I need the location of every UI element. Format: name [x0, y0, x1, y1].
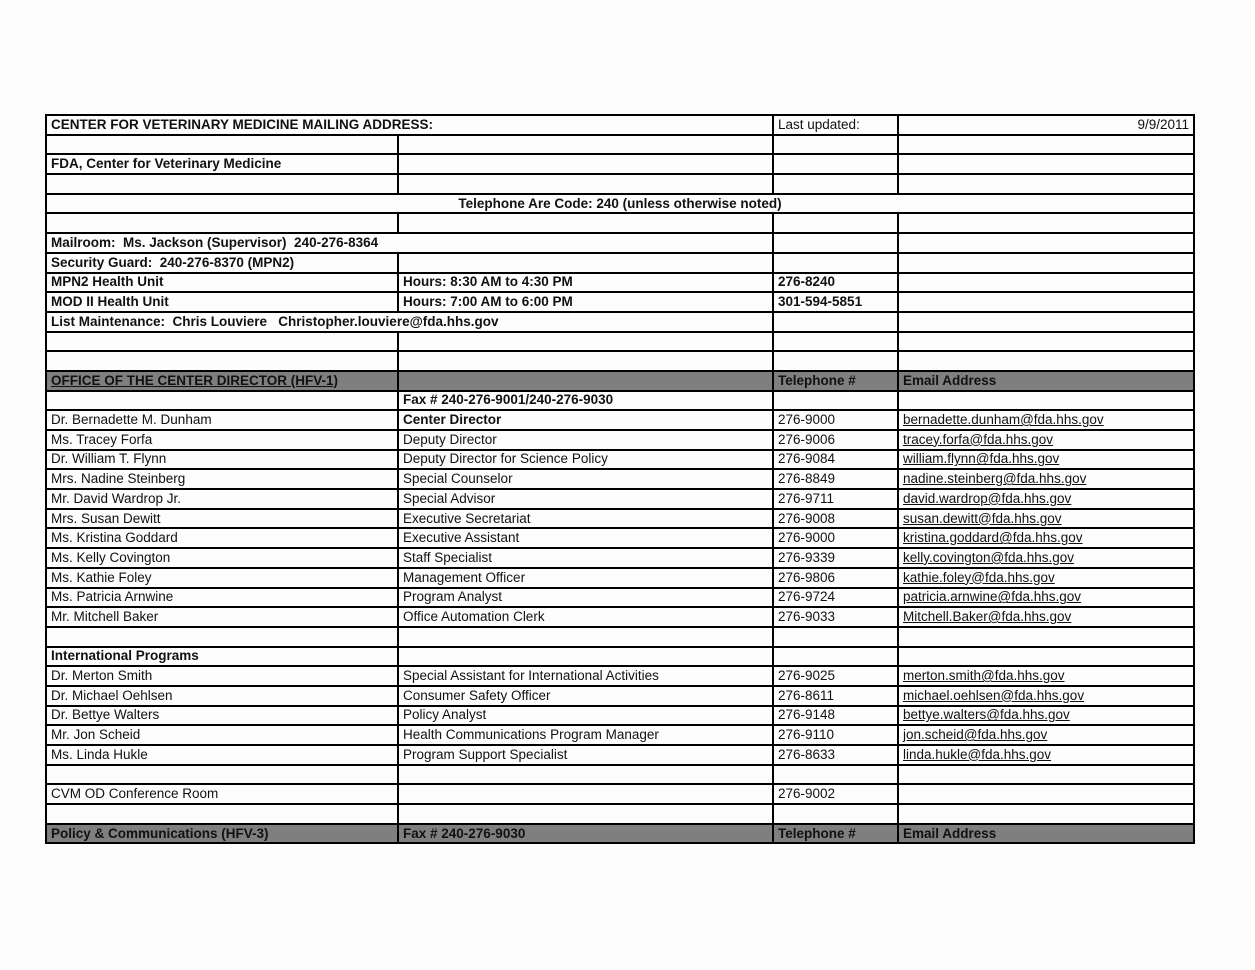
mailing-address-sheet — [45, 114, 1195, 844]
person-name: Dr. William T. Flynn — [46, 450, 398, 470]
phone-cell: 276-9006 — [773, 430, 898, 450]
person-title: Consumer Safety Officer — [398, 686, 773, 706]
title-row — [46, 115, 1194, 135]
person-name: Dr. Michael Oehlsen — [46, 686, 398, 706]
empty-cell — [898, 804, 1194, 824]
empty-cell — [898, 627, 1194, 647]
empty-cell — [773, 391, 898, 411]
person-name: Ms. Kristina Goddard — [46, 528, 398, 548]
mailing-address-table — [45, 114, 1195, 844]
empty-cell — [398, 371, 773, 391]
person-row — [46, 528, 1194, 548]
empty-cell — [398, 332, 773, 352]
empty-cell — [398, 154, 773, 174]
phone-cell: 276-9148 — [773, 706, 898, 726]
person-name: Dr. Merton Smith — [46, 666, 398, 686]
empty-cell — [898, 351, 1194, 371]
empty-row — [46, 765, 1194, 785]
mailroom-info: Mailroom: Ms. Jackson (Supervisor) 240-276-8364 — [46, 233, 773, 253]
org-name: FDA, Center for Veterinary Medicine — [46, 154, 398, 174]
area-code-note: Telephone Are Code: 240 (unless otherwise noted) — [46, 194, 1194, 214]
empty-cell — [898, 253, 1194, 273]
empty-cell — [398, 765, 773, 785]
person-title: Special Advisor — [398, 489, 773, 509]
telephone-column-header: Telephone # — [773, 824, 898, 844]
empty-cell — [398, 351, 773, 371]
empty-cell — [898, 292, 1194, 312]
person-name: Ms. Tracey Forfa — [46, 430, 398, 450]
empty-cell — [46, 804, 398, 824]
empty-cell — [898, 213, 1194, 233]
phone-cell: 276-9110 — [773, 725, 898, 745]
email-link[interactable]: nadine.steinberg@fda.hhs.gov — [898, 469, 1194, 489]
phone-cell: 276-8611 — [773, 686, 898, 706]
table-body — [46, 115, 1194, 843]
email-link[interactable]: kelly.covington@fda.hhs.gov — [898, 548, 1194, 568]
document-title: CENTER FOR VETERINARY MEDICINE MAILING ADDRESS: — [46, 115, 773, 135]
section-header-hfv1-row — [46, 371, 1194, 391]
empty-cell — [898, 312, 1194, 332]
empty-cell — [46, 174, 398, 194]
conference-room-label: CVM OD Conference Room — [46, 784, 398, 804]
subsection-row — [46, 647, 1194, 667]
phone-cell: 301-594-5851 — [773, 292, 898, 312]
empty-cell — [773, 804, 898, 824]
health-unit-hours: Hours: 8:30 AM to 4:30 PM — [398, 273, 773, 293]
subsection-international-programs: International Programs — [46, 647, 398, 667]
email-link[interactable]: david.wardrop@fda.hhs.gov — [898, 489, 1194, 509]
person-name: Mrs. Nadine Steinberg — [46, 469, 398, 489]
person-row — [46, 686, 1194, 706]
email-link[interactable]: michael.oehlsen@fda.hhs.gov — [898, 686, 1194, 706]
empty-cell — [898, 273, 1194, 293]
person-title: Special Assistant for International Activities — [398, 666, 773, 686]
health-unit-name: MOD II Health Unit — [46, 292, 398, 312]
empty-cell — [773, 135, 898, 155]
person-row — [46, 666, 1194, 686]
empty-cell — [898, 765, 1194, 785]
person-row — [46, 430, 1194, 450]
empty-cell — [398, 253, 773, 273]
person-name: Ms. Linda Hukle — [46, 745, 398, 765]
mod2-health-unit-row — [46, 292, 1194, 312]
last-updated-label: Last updated: — [773, 115, 898, 135]
empty-cell — [898, 154, 1194, 174]
person-name: Mr. David Wardrop Jr. — [46, 489, 398, 509]
fax-row — [46, 391, 1194, 411]
person-row — [46, 745, 1194, 765]
empty-cell — [398, 135, 773, 155]
empty-row — [46, 804, 1194, 824]
empty-row — [46, 174, 1194, 194]
phone-cell: 276-9806 — [773, 568, 898, 588]
phone-cell: 276-9000 — [773, 410, 898, 430]
phone-cell: 276-8633 — [773, 745, 898, 765]
person-title: Staff Specialist — [398, 548, 773, 568]
last-updated-value: 9/9/2011 — [898, 115, 1194, 135]
person-row — [46, 607, 1194, 627]
person-title: Program Support Specialist — [398, 745, 773, 765]
phone-cell: 276-9002 — [773, 784, 898, 804]
email-link[interactable]: susan.dewitt@fda.hhs.gov — [898, 509, 1194, 529]
security-guard-info: Security Guard: 240-276-8370 (MPN2) — [46, 253, 398, 273]
empty-cell — [398, 804, 773, 824]
empty-cell — [898, 135, 1194, 155]
person-title: Special Counselor — [398, 469, 773, 489]
email-link[interactable]: kathie.foley@fda.hhs.gov — [898, 568, 1194, 588]
person-title: Office Automation Clerk — [398, 607, 773, 627]
empty-cell — [46, 627, 398, 647]
empty-cell — [773, 154, 898, 174]
email-column-header: Email Address — [898, 371, 1194, 391]
person-title: Deputy Director for Science Policy — [398, 450, 773, 470]
person-name: Mr. Mitchell Baker — [46, 607, 398, 627]
empty-cell — [898, 233, 1194, 253]
phone-cell: 276-9711 — [773, 489, 898, 509]
empty-cell — [398, 627, 773, 647]
empty-cell — [773, 174, 898, 194]
empty-cell — [398, 647, 773, 667]
person-row — [46, 548, 1194, 568]
empty-cell — [773, 627, 898, 647]
mailroom-row — [46, 233, 1194, 253]
email-link[interactable]: patricia.arnwine@fda.hhs.gov — [898, 588, 1194, 608]
email-link[interactable]: Mitchell.Baker@fda.hhs.gov — [898, 607, 1194, 627]
person-name: Ms. Patricia Arnwine — [46, 588, 398, 608]
email-link[interactable]: jon.scheid@fda.hhs.gov — [898, 725, 1194, 745]
email-link[interactable]: william.flynn@fda.hhs.gov — [898, 450, 1194, 470]
empty-row — [46, 332, 1194, 352]
phone-cell: 276-9025 — [773, 666, 898, 686]
phone-cell: 276-8240 — [773, 273, 898, 293]
person-name: Mr. Jon Scheid — [46, 725, 398, 745]
phone-cell: 276-9339 — [773, 548, 898, 568]
empty-cell — [773, 351, 898, 371]
person-title: Executive Secretariat — [398, 509, 773, 529]
person-name: Ms. Kathie Foley — [46, 568, 398, 588]
email-link[interactable]: bernadette.dunham@fda.hhs.gov — [898, 410, 1194, 430]
person-title: Center Director — [398, 410, 773, 430]
phone-cell: 276-9724 — [773, 588, 898, 608]
person-row — [46, 706, 1194, 726]
empty-cell — [46, 332, 398, 352]
health-unit-hours: Hours: 7:00 AM to 6:00 PM — [398, 292, 773, 312]
mpn2-health-unit-row — [46, 273, 1194, 293]
person-name: Dr. Bettye Walters — [46, 706, 398, 726]
telephone-column-header: Telephone # — [773, 371, 898, 391]
person-title: Executive Assistant — [398, 528, 773, 548]
health-unit-name: MPN2 Health Unit — [46, 273, 398, 293]
empty-cell — [46, 351, 398, 371]
empty-cell — [898, 391, 1194, 411]
person-row — [46, 469, 1194, 489]
phone-cell: 276-9084 — [773, 450, 898, 470]
phone-cell: 276-9000 — [773, 528, 898, 548]
section-header-hfv1: OFFICE OF THE CENTER DIRECTOR (HFV-1) — [46, 371, 398, 391]
person-title: Policy Analyst — [398, 706, 773, 726]
person-title: Health Communications Program Manager — [398, 725, 773, 745]
person-name: Mrs. Susan Dewitt — [46, 509, 398, 529]
person-title: Program Analyst — [398, 588, 773, 608]
empty-cell — [46, 765, 398, 785]
email-link[interactable]: bettye.walters@fda.hhs.gov — [898, 706, 1194, 726]
person-row — [46, 489, 1194, 509]
email-link[interactable]: kristina.goddard@fda.hhs.gov — [898, 528, 1194, 548]
org-row — [46, 154, 1194, 174]
empty-cell — [773, 332, 898, 352]
empty-cell — [898, 174, 1194, 194]
empty-row — [46, 627, 1194, 647]
email-link[interactable]: linda.hukle@fda.hhs.gov — [898, 745, 1194, 765]
empty-cell — [773, 213, 898, 233]
phone-cell: 276-8849 — [773, 469, 898, 489]
phone-cell: 276-9033 — [773, 607, 898, 627]
empty-cell — [773, 253, 898, 273]
area-code-note-row — [46, 194, 1194, 214]
empty-cell — [773, 647, 898, 667]
list-maintenance-info: List Maintenance: Chris Louviere Christopher.louviere@fda.hhs.gov — [46, 312, 773, 332]
empty-row — [46, 351, 1194, 371]
person-row — [46, 450, 1194, 470]
person-row — [46, 410, 1194, 430]
empty-cell — [46, 391, 398, 411]
person-row — [46, 568, 1194, 588]
person-row — [46, 509, 1194, 529]
empty-row — [46, 135, 1194, 155]
conference-room-row — [46, 784, 1194, 804]
person-name: Ms. Kelly Covington — [46, 548, 398, 568]
phone-cell: 276-9008 — [773, 509, 898, 529]
person-row — [46, 588, 1194, 608]
person-title: Management Officer — [398, 568, 773, 588]
empty-cell — [773, 312, 898, 332]
section-header-hfv3: Policy & Communications (HFV-3) — [46, 824, 398, 844]
empty-cell — [46, 135, 398, 155]
person-title: Deputy Director — [398, 430, 773, 450]
person-row — [46, 725, 1194, 745]
section-header-hfv3-row — [46, 824, 1194, 844]
empty-cell — [398, 784, 773, 804]
security-guard-row — [46, 253, 1194, 273]
empty-cell — [898, 784, 1194, 804]
email-link[interactable]: merton.smith@fda.hhs.gov — [898, 666, 1194, 686]
empty-cell — [773, 233, 898, 253]
empty-cell — [46, 213, 398, 233]
empty-cell — [898, 647, 1194, 667]
list-maintenance-row — [46, 312, 1194, 332]
empty-cell — [398, 174, 773, 194]
person-name: Dr. Bernadette M. Dunham — [46, 410, 398, 430]
email-link[interactable]: tracey.forfa@fda.hhs.gov — [898, 430, 1194, 450]
fax-number-hfv3: Fax # 240-276-9030 — [398, 824, 773, 844]
empty-cell — [398, 213, 773, 233]
email-column-header: Email Address — [898, 824, 1194, 844]
empty-row — [46, 213, 1194, 233]
fax-number-hfv1: Fax # 240-276-9001/240-276-9030 — [398, 391, 773, 411]
empty-cell — [773, 765, 898, 785]
empty-cell — [898, 332, 1194, 352]
